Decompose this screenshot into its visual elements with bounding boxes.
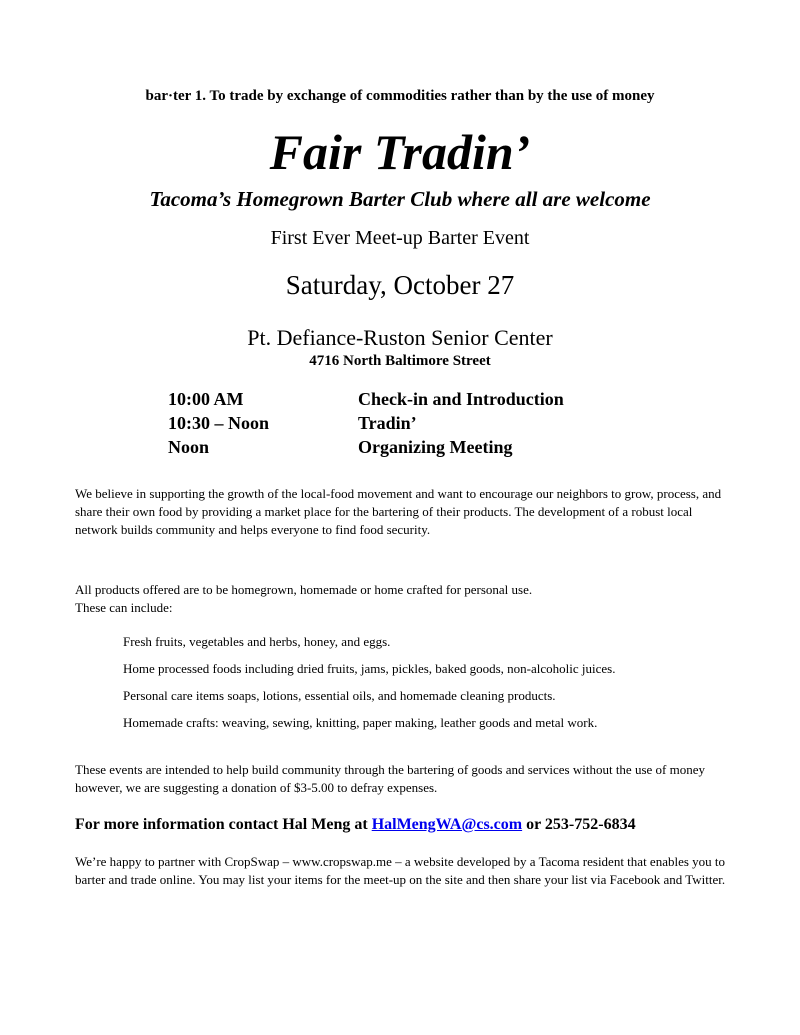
list-item: Personal care items soaps, lotions, essential oils, and homemade cleaning products. [123,688,556,703]
venue-name: Pt. Defiance-Ruston Senior Center [247,325,553,350]
email-link[interactable]: HalMengWA@cs.com [371,816,523,833]
schedule-activity: Check-in and Introduction [358,389,564,409]
products-intro [75,581,735,617]
schedule-time: 10:30 – Noon [168,413,270,433]
schedule-time: 10:00 AM [168,389,244,409]
mission-paragraph: We believe in supporting the growth of the local-food movement and want to encourage our neighbors to grow, process, and share their own food by providing a market place for the bartering of their products. The development of a robust local network builds community and helps everyone to find food security. [75,486,722,537]
list-item: Home processed foods including dried fruits, jams, pickles, baked goods, non-alcoholic juices. [123,661,616,676]
product-list [123,634,615,742]
definition-line: bar·ter 1. To trade by exchange of commodities rather than by the use of money [145,88,655,104]
subtitle: Tacoma’s Homegrown Barter Club where all are welcome [149,187,651,211]
schedule-activity: Tradin’ [358,413,417,433]
schedule-time: Noon [168,437,210,457]
event-name: First Ever Meet-up Barter Event [270,227,530,249]
event-date: Saturday, October 27 [285,270,515,300]
products-intro-line: These can include: [75,600,173,615]
partner-paragraph: We’re happy to partner with CropSwap – www.cropswap.me – a website developed by a Tacoma resident that enables you to barter and trade online. You may list your items for the meet-up on the site and then share your list via Facebook and Twitter. [75,854,726,887]
products-intro-line: All products offered are to be homegrown, homemade or home crafted for personal use. [75,582,533,597]
list-item: Fresh fruits, vegetables and herbs, honey, and eggs. [123,634,391,649]
list-item: Homemade crafts: weaving, sewing, knitting, paper making, leather goods and metal work. [123,715,598,730]
contact-suffix: or 253-752-6834 [522,816,636,833]
contact-prefix: For more information contact Hal Meng at [75,816,372,833]
venue-address: 4716 North Baltimore Street [309,353,491,369]
page-title: Fair Tradin’ [269,124,531,180]
donation-paragraph: These events are intended to help build community through the bartering of goods and services without the use of money however, we are suggesting a donation of $3-5.00 to defray expenses. [75,762,705,795]
contact-line [75,816,636,834]
schedule-activity: Organizing Meeting [358,437,513,457]
